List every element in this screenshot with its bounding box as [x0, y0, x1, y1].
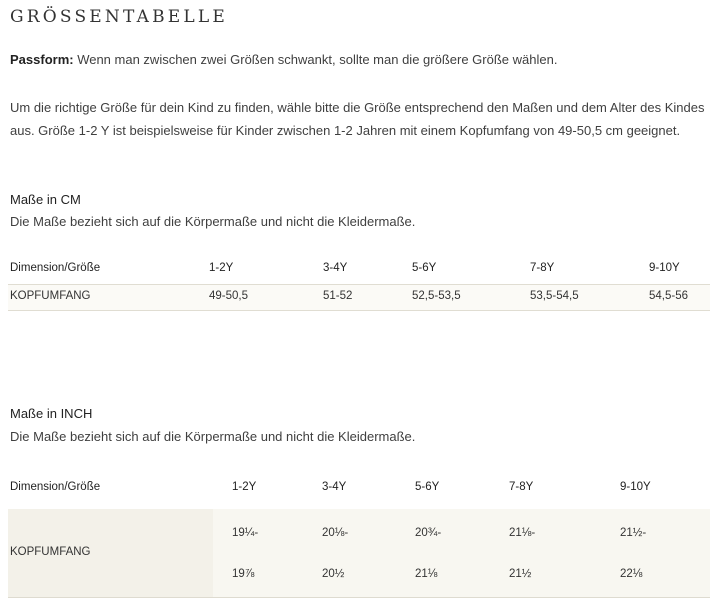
table-cell: 49-50,5: [209, 290, 249, 302]
cm-header-size: 7-8Y: [530, 262, 555, 274]
cm-header-size: 1-2Y: [209, 262, 234, 274]
cm-header-size: 5-6Y: [412, 262, 437, 274]
table-cell: 51-52: [323, 290, 353, 302]
table-cell: 53,5-54,5: [530, 290, 579, 302]
table-cell: 21½-: [620, 527, 647, 539]
table-cell: 21⅛-: [509, 527, 536, 539]
table-cell: 20⅛-: [322, 527, 349, 539]
table-cell: 21⅛: [415, 568, 438, 580]
fit-note-text: Wenn man zwischen zwei Größen schwankt, sollte man die größere Größe wählen.: [73, 52, 558, 67]
fit-note-label: Passform:: [10, 52, 74, 67]
table-cell: 22⅛: [620, 568, 643, 580]
inch-header-size: 7-8Y: [509, 481, 534, 493]
table-cell: 20½: [322, 568, 345, 580]
inch-section-description: Die Maße bezieht sich auf die Körpermaße und nicht die Kleidermaße.: [10, 429, 416, 444]
inch-header-size: 9-10Y: [620, 481, 651, 493]
cm-header-size: 9-10Y: [649, 262, 680, 274]
inch-header-size: 3-4Y: [322, 481, 347, 493]
inch-header-size: 1-2Y: [232, 481, 257, 493]
cm-section-title: Maße in CM: [10, 192, 81, 207]
table-cell: 19⅞: [232, 568, 255, 580]
cm-size-table: [8, 262, 710, 312]
table-cell: 21½: [509, 568, 532, 580]
cm-section-description: Die Maße bezieht sich auf die Körpermaße und nicht die Kleidermaße.: [10, 214, 416, 229]
table-cell: 19¼-: [232, 527, 259, 539]
inch-header-dimension: Dimension/Größe: [10, 481, 101, 493]
size-guide-paragraph: Um die richtige Größe für dein Kind zu finden, wähle bitte die Größe entsprechend den Maßen und dem Alter des Kindes aus. Größe 1-2 Y ist beispielsweise für Kinder zwischen 1-2 Jahren mit einem Kopfumfang von 49-50,5 cm geeignet.: [10, 100, 705, 138]
row-label: KOPFUMFANG: [10, 290, 91, 302]
table-row: [8, 284, 710, 311]
inch-header-size: 5-6Y: [415, 481, 440, 493]
fit-note: [10, 52, 557, 67]
page-title: GRÖSSENTABELLE: [10, 7, 228, 27]
inch-size-table: [8, 481, 710, 603]
table-cell: 20¾-: [415, 527, 442, 539]
table-row: [8, 509, 710, 598]
table-cell: 52,5-53,5: [412, 290, 461, 302]
cm-header-dimension: Dimension/Größe: [10, 262, 101, 274]
row-label: KOPFUMFANG: [10, 546, 91, 558]
table-cell: 54,5-56: [649, 290, 689, 302]
cm-header-size: 3-4Y: [323, 262, 348, 274]
inch-section-title: Maße in INCH: [10, 406, 93, 421]
